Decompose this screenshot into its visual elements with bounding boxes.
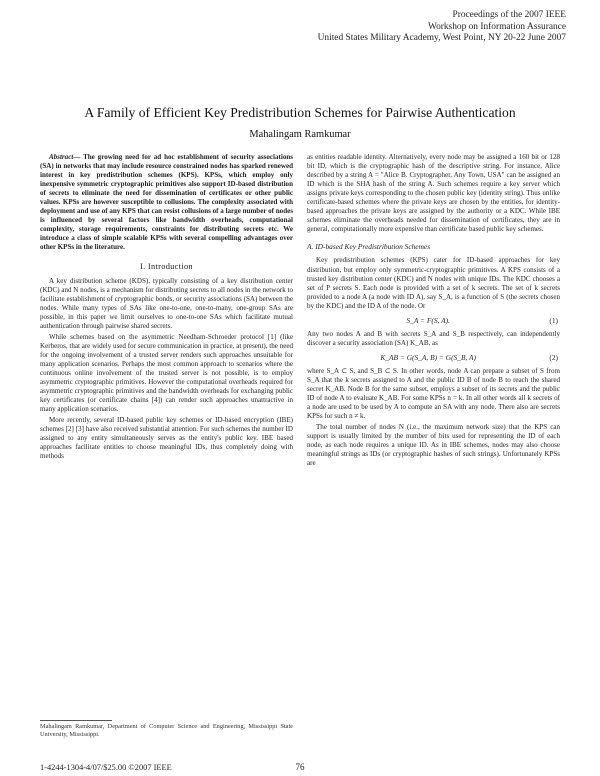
abstract: [40, 153, 293, 253]
left-column: [40, 153, 293, 709]
author-name: Mahalingam Ramkumar: [249, 129, 351, 140]
equation-1-expression: S_A = F(S, A).: [406, 315, 450, 325]
conference-header: [236, 10, 566, 45]
header-line-venue: United States Military Academy, West Point, NY 20-22 June 2007: [317, 33, 566, 43]
equation-1-number: (1): [549, 315, 558, 325]
right-column: [307, 153, 560, 709]
header-line-proceedings: Proceedings of the 2007 IEEE: [452, 10, 566, 20]
header-line-workshop: Workshop on Information Assurance: [427, 21, 566, 32]
right-paragraph-3: Any two nodes A and B with secrets S_A and S_B respectively, can independently discover a security association (SA) K_AB, as: [307, 329, 560, 347]
abstract-text: — The growing need for ad hoc establishment of security associations (SA) in networks that may include resource constrained nodes has sparked renewed interest in key predistribution schemes (KPS). KPSs, which employ only inexpensive symmetric cryptographic primitives also support ID-based distribution of secrets to eliminate the need for dissemination of certificates or other public values. KPSs are however susceptible to collusions. The complexity associated with deployment and use of any KPS that can resist collusions of a large number of nodes is influenced by several factors like bandwidth overheads, computational complexity, storage requirements, constraints for distributing secrets etc. We introduce a class of simple scalable KPSs with several compelling advantages over other KPSs in the literature.: [40, 153, 293, 252]
right-paragraph-5: The total number of nodes N (i.e., the maximum network size) that the KPS can support is usually limited by the number of bits used for representing the ID of each node, as each node requires a unique ID. As in IBE schemes, nodes may also choose meaningful strings as IDs (or cryptographic hashes of such strings). Unfortunately KPSs are: [307, 423, 560, 468]
intro-paragraph-2: While schemes based on the asymmetric Needham-Schroeder protocol [1] (like Kerberos, that are widely used for secure communication in practice, at present), the need for the ongoing involvement of a trusted server renders such approaches unsuitable for many application scenarios. Perhaps the most common approach to scenarios where the continuous online involvement of the trusted server is not possible, is to employ asymmetric cryptographic primitives. However the computational overheads required for asymmetric cryptographic primitives and the bandwidth overheads for exchanging public key certificates (or certificate chains [4]) can render such approaches unattractive in many application scenarios.: [40, 332, 293, 414]
abstract-label: Abstract: [49, 153, 74, 161]
section-heading-introduction: I. Introduction: [140, 261, 193, 271]
copyright-notice: 1-4244-1304-4/07/$25.00 ©2007 IEEE: [40, 763, 172, 772]
subsection-heading-id-based-kps: A. ID-based Key Predistribution Schemes: [307, 242, 431, 252]
equation-2-number: (2): [549, 352, 558, 362]
intro-paragraph-1: A key distribution scheme (KDS), typically consisting of a key distribution center (KDC) and N nodes, is a mechanism for distributing secrets to all nodes in the network to facilitate establishment of cryptographic bonds, or security associations (SA) between the nodes. While many types of SAs like one-to-one, one-to-many, one-group SAs are possible, in this paper we limit ourselves to one-to-one SAs which facilitate mutual authentication through pairwise shared secrets.: [40, 276, 293, 330]
equation-2: [307, 353, 560, 362]
author-footnote: Mahalingam Ramkumar, Department of Computer Science and Engineering, Mississippi State University, Mississippi.: [40, 723, 293, 738]
right-paragraph-4: where S_A ⊂ S, and S_B ⊂ S. In other words, node A can prepare a subset of S from S_A that the k secrets assigned to A and the public ID B of node B to reach the shared secret K_AB. Node B for the same subset, employs a subset of its secrets and the public ID of node A to evaluate K_AB. For some KPSs n = k. In all other words all k secrets of a node are used to be used by A to compute an SA with any node. There also are secrets KPSs for such n ≠ k.: [307, 366, 560, 421]
right-paragraph-2: Key predistribution schemes (KPS) cater for ID-based approaches for key distribution, but employ only symmetric-cryptographic primitives. A KPS consists of a trusted key distribution center (KDC) and N nodes with unique IDs. The KDC chooses a set of P secrets S. Each node is provided with a set of k secrets. The set of k secrets provided to a node A (a node with ID A), say S_A, is a function of S (the secrets chosen by the KDC) and the ID A of the node. Or: [307, 256, 560, 310]
equation-2-expression: K_AB = G(S_A, B) = G(S_B, A): [380, 352, 476, 362]
page-number: 76: [295, 762, 305, 772]
equation-1: [307, 316, 560, 325]
footnote-divider: [40, 720, 112, 721]
paper-title: A Family of Efficient Key Predistribution Schemes for Pairwise Authentication: [84, 105, 516, 120]
intro-paragraph-3: More recently, several ID-based public key schemes or ID-based encryption (IBE) schemes [2] [3] have also received substantial attention. For such schemes the number ID assigned to any entity simultaneously serves as the entity's public key. IBE based approaches facilitate entities to choose meaningful IDs, thus completely doing with methods: [40, 416, 293, 461]
right-paragraph-1: as entities readable identity. Alternatively, every node may be assigned a 160 bit or 128 bit ID, which is the cryptographic hash of the descriptive string. For instance, Alice described by a string A = "Alice B. Cryptographer, Any Town, USA" can be assigned an ID which is the SHA hash of the string A. Such schemes require a key server which assigns private keys corresponding to the chosen public key (identity string). Thus unlike certificate-based schemes where the private keys are chosen by the entities, for identity-based approaches the private keys are assigned by the authority or a KDC. While IBE schemes eliminate the overheads needed for dissemination of certificates, they are in general, computationally more expensive than certificate based public key schemes.: [307, 153, 560, 234]
